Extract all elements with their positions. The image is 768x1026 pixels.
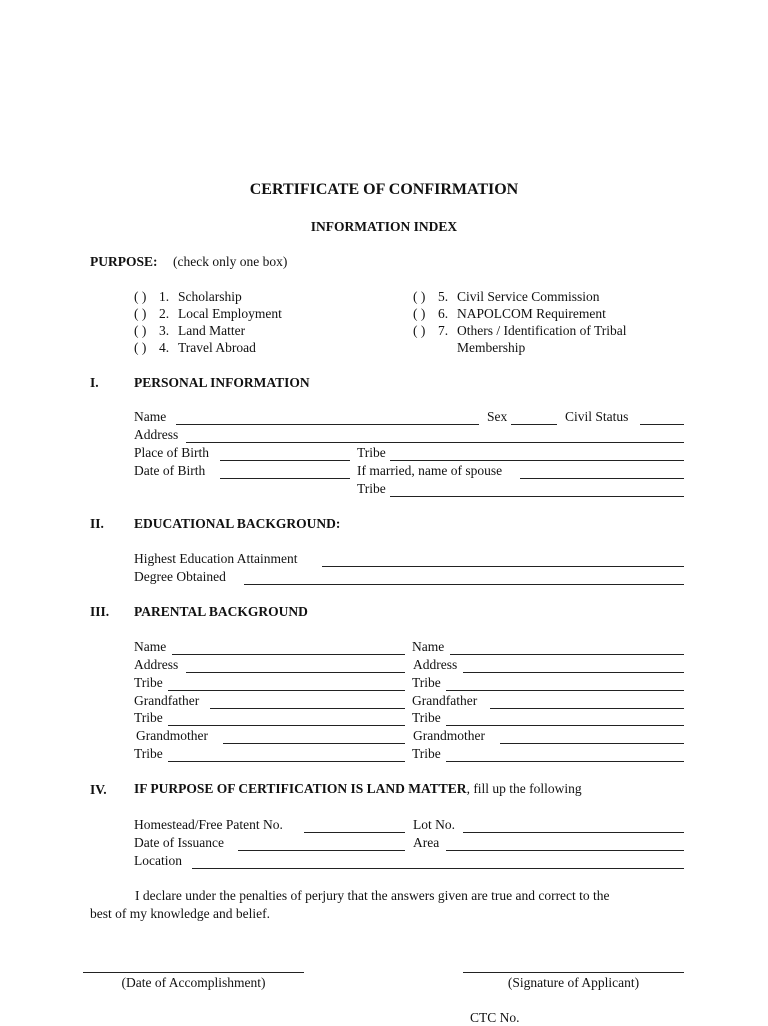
address-label: Address (134, 427, 179, 442)
grandfather-tribe-label: Tribe (412, 710, 441, 725)
declaration-line-1: I declare under the penalties of perjury that the answers given are true and correct to the (135, 888, 610, 903)
section-number-3: III. (90, 604, 110, 619)
grandmother-field[interactable] (500, 743, 684, 744)
option-label-continued: Membership (457, 340, 526, 355)
grandmother-tribe-label: Tribe (412, 746, 441, 761)
date-of-birth-field[interactable] (220, 478, 350, 479)
location-field[interactable] (192, 868, 684, 869)
grandmother-tribe-field[interactable] (446, 761, 684, 762)
grandfather-label: Grandfather (134, 693, 200, 708)
area-field[interactable] (446, 850, 684, 851)
area-label: Area (413, 835, 440, 850)
degree-field[interactable] (244, 584, 684, 585)
applicant-signature-line[interactable] (463, 972, 684, 973)
name-field[interactable] (176, 424, 479, 425)
education-attainment-field[interactable] (322, 566, 684, 567)
parent-name-field[interactable] (450, 654, 684, 655)
tribe-field[interactable] (390, 460, 684, 461)
parent-address-label: Address (413, 657, 458, 672)
grandfather-field[interactable] (210, 708, 405, 709)
section-heading-land-tail: , fill up the following (466, 781, 582, 796)
option-label: Scholarship (178, 289, 242, 304)
parent-tribe-label: Tribe (412, 675, 441, 690)
place-of-birth-field[interactable] (220, 460, 350, 461)
date-of-accomplishment-line[interactable] (83, 972, 304, 973)
parent-address-field[interactable] (463, 672, 684, 673)
parent-name-label: Name (412, 639, 445, 654)
checkbox[interactable]: ( ) (413, 306, 426, 321)
section-heading-land-line (134, 781, 582, 797)
grandmother-label: Grandmother (136, 728, 208, 743)
parent-address-field[interactable] (186, 672, 405, 673)
option-number: 4. (159, 340, 170, 355)
address-field[interactable] (186, 442, 684, 443)
patent-field[interactable] (304, 832, 405, 833)
option-number: 2. (159, 306, 170, 321)
section-heading-education: EDUCATIONAL BACKGROUND: (134, 516, 341, 531)
spouse-tribe-field[interactable] (390, 496, 684, 497)
checkbox[interactable]: ( ) (413, 323, 426, 338)
declaration-line-2: best of my knowledge and belief. (90, 906, 270, 921)
checkbox[interactable]: ( ) (134, 289, 147, 304)
purpose-label: PURPOSE: (90, 254, 158, 269)
sex-field[interactable] (511, 424, 557, 425)
parent-address-label: Address (134, 657, 179, 672)
parent-tribe-label: Tribe (134, 675, 163, 690)
spouse-field[interactable] (520, 478, 684, 479)
grandmother-tribe-label: Tribe (134, 746, 163, 761)
option-number: 7. (438, 323, 449, 338)
checkbox[interactable]: ( ) (134, 306, 147, 321)
checkbox[interactable]: ( ) (413, 289, 426, 304)
education-attainment-label: Highest Education Attainment (134, 551, 298, 566)
location-label: Location (134, 853, 182, 868)
grandfather-tribe-field[interactable] (446, 725, 684, 726)
civil-status-field[interactable] (640, 424, 684, 425)
ctc-label: CTC No. (470, 1010, 520, 1025)
option-label: Civil Service Commission (457, 289, 600, 304)
option-label: Land Matter (178, 323, 246, 338)
parent-name-field[interactable] (172, 654, 405, 655)
section-number-1: I. (90, 375, 99, 390)
issuance-label: Date of Issuance (134, 835, 224, 850)
section-heading-parental: PARENTAL BACKGROUND (134, 604, 308, 619)
section-number-2: II. (90, 516, 104, 531)
option-label: Local Employment (178, 306, 282, 321)
date-of-birth-label: Date of Birth (134, 463, 206, 478)
section-heading-personal: PERSONAL INFORMATION (134, 375, 310, 390)
applicant-signature-label: (Signature of Applicant) (507, 975, 640, 990)
tribe-label: Tribe (357, 445, 386, 460)
grandmother-field[interactable] (223, 743, 405, 744)
patent-label: Homestead/Free Patent No. (134, 817, 283, 832)
grandmother-label: Grandmother (413, 728, 485, 743)
option-number: 6. (438, 306, 449, 321)
name-label: Name (134, 409, 167, 424)
sex-label: Sex (487, 409, 508, 424)
lot-field[interactable] (463, 832, 684, 833)
lot-label: Lot No. (413, 817, 455, 832)
section-heading-land: IF PURPOSE OF CERTIFICATION IS LAND MATTER (134, 781, 467, 796)
grandmother-tribe-field[interactable] (168, 761, 405, 762)
document-subtitle: INFORMATION INDEX (310, 219, 458, 234)
grandfather-field[interactable] (490, 708, 684, 709)
option-label: NAPOLCOM Requirement (457, 306, 606, 321)
option-number: 3. (159, 323, 170, 338)
spouse-label: If married, name of spouse (357, 463, 503, 478)
spouse-tribe-label: Tribe (357, 481, 386, 496)
document-title: CERTIFICATE OF CONFIRMATION (249, 181, 519, 198)
place-of-birth-label: Place of Birth (134, 445, 209, 460)
purpose-instruction: (check only one box) (173, 254, 288, 269)
parent-name-label: Name (134, 639, 167, 654)
checkbox[interactable]: ( ) (134, 323, 147, 338)
grandfather-label: Grandfather (412, 693, 478, 708)
option-label: Travel Abroad (178, 340, 256, 355)
option-number: 5. (438, 289, 449, 304)
parent-tribe-field[interactable] (168, 690, 405, 691)
degree-label: Degree Obtained (134, 569, 226, 584)
issuance-field[interactable] (238, 850, 405, 851)
checkbox[interactable]: ( ) (134, 340, 147, 355)
grandfather-tribe-field[interactable] (168, 725, 405, 726)
date-of-accomplishment-label: (Date of Accomplishment) (121, 975, 266, 990)
option-number: 1. (159, 289, 170, 304)
option-label: Others / Identification of Tribal (457, 323, 627, 338)
grandfather-tribe-label: Tribe (134, 710, 163, 725)
parent-tribe-field[interactable] (446, 690, 684, 691)
section-number-4: IV. (90, 782, 107, 797)
civil-status-label: Civil Status (565, 409, 629, 424)
